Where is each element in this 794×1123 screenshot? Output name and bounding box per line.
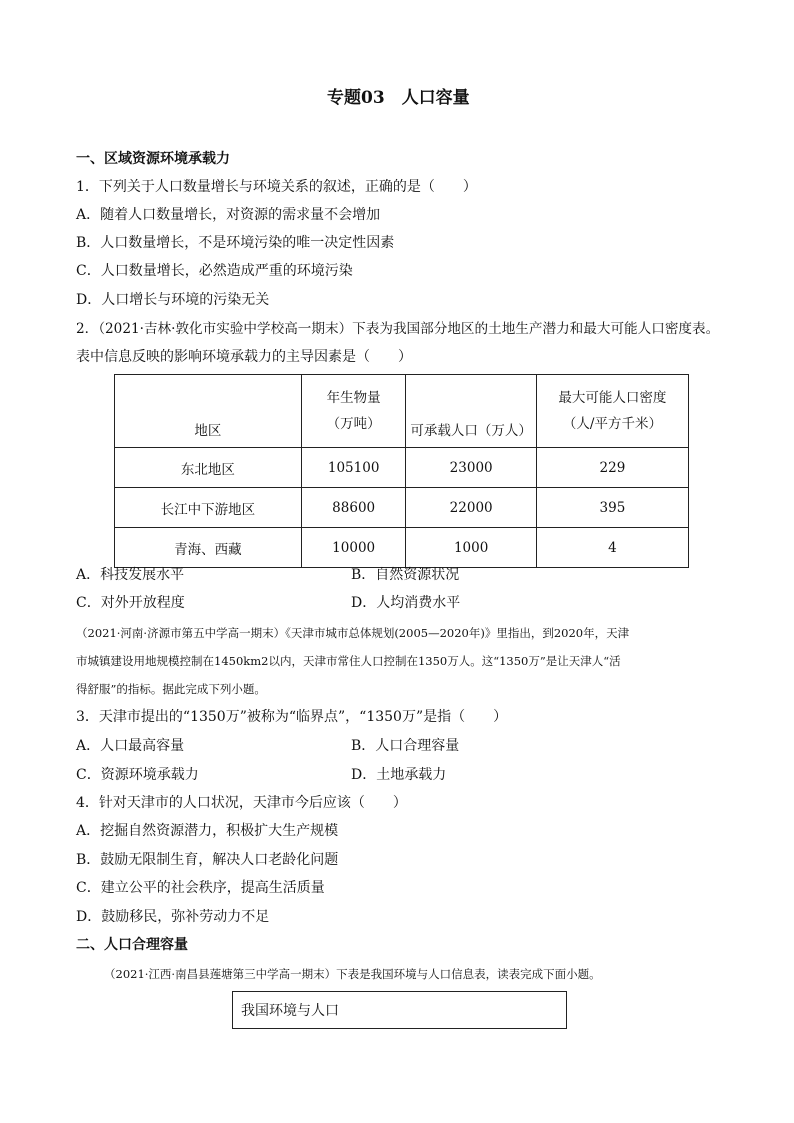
land-potential-table (114, 374, 689, 568)
question-2-option-c: C．对外开放程度 (76, 595, 185, 611)
question-1-option-a: A．随着人口数量增长，对资源的需求量不会增加 (76, 207, 381, 223)
question-1-option-d: D．人口增长与环境的污染无关 (76, 292, 270, 308)
question-3-option-b: B．人口合理容量 (351, 738, 460, 754)
question-2-option-b: B．自然资源状况 (351, 567, 460, 583)
question-2-stem-line1: 2．（2021·吉林·敦化市实验中学校高一期末）下表为我国部分地区的土地生产潜力和最大可能人口密度表。 (76, 321, 720, 337)
passage-2-line1: （2021·江西·南昌县莲塘第三中学高一期末）下表是我国环境与人口信息表，读表完成下面小题。 (104, 967, 601, 981)
header-density: 最大可能人口密度 （人/平方千米） (536, 375, 688, 448)
table-row: 青海、西藏 10000 1000 4 (115, 528, 689, 568)
question-3-option-d: D．土地承载力 (351, 767, 447, 783)
question-4-option-b: B．鼓励无限制生育，解决人口老龄化问题 (76, 852, 339, 868)
table-header-row (115, 375, 689, 448)
environment-population-table-title: 我国环境与人口 (232, 991, 567, 1029)
question-2-option-a: A．科技发展水平 (76, 567, 185, 583)
header-biomass: 年生物量 （万吨） (301, 375, 406, 448)
header-region: 地区 (115, 375, 302, 448)
table-row: 长江中下游地区 88600 22000 395 (115, 488, 689, 528)
question-4-option-d: D．鼓励移民，弥补劳动力不足 (76, 909, 270, 925)
passage-1-line1: （2021·河南·济源市第五中学高一期末）《天津市城市总体规划(2005—2020年)》里指出，到2020年，天津 (76, 626, 630, 640)
question-3-stem: 3．天津市提出的“1350万”被称为“临界点”，“1350万”是指（ ） (76, 709, 508, 725)
passage-1-line3: 得舒服”的指标。据此完成下列小题。 (76, 682, 266, 696)
section-heading-1: 一、区域资源环境承载力 (76, 151, 230, 167)
page-title: 专题03 人口容量 (327, 88, 470, 108)
passage-1-line2: 市城镇建设用地规模控制在1450km2以内，天津市常住人口控制在1350万人。这“1350万”是让天津人“活 (76, 654, 621, 668)
question-1-option-b: B．人口数量增长，不是环境污染的唯一决定性因素 (76, 235, 395, 251)
question-4-option-a: A．挖掘自然资源潜力，积极扩大生产规模 (76, 823, 339, 839)
question-1-option-c: C．人口数量增长，必然造成严重的环境污染 (76, 263, 353, 279)
section-heading-2: 二、人口合理容量 (76, 937, 188, 953)
question-4-option-c: C．建立公平的社会秩序，提高生活质量 (76, 880, 325, 896)
question-4-stem: 4．针对天津市的人口状况，天津市今后应该（ ） (76, 795, 407, 811)
table-row: 东北地区 105100 23000 229 (115, 448, 689, 488)
question-1-stem: 1．下列关于人口数量增长与环境关系的叙述，正确的是（ ） (76, 179, 477, 195)
question-2-option-d: D．人均消费水平 (351, 595, 461, 611)
header-capacity: 可承载人口（万人） (406, 375, 536, 448)
question-2-stem-line2: 表中信息反映的影响环境承载力的主导因素是（ ） (76, 349, 412, 365)
question-3-option-a: A．人口最高容量 (76, 738, 185, 754)
question-3-option-c: C．资源环境承载力 (76, 767, 199, 783)
